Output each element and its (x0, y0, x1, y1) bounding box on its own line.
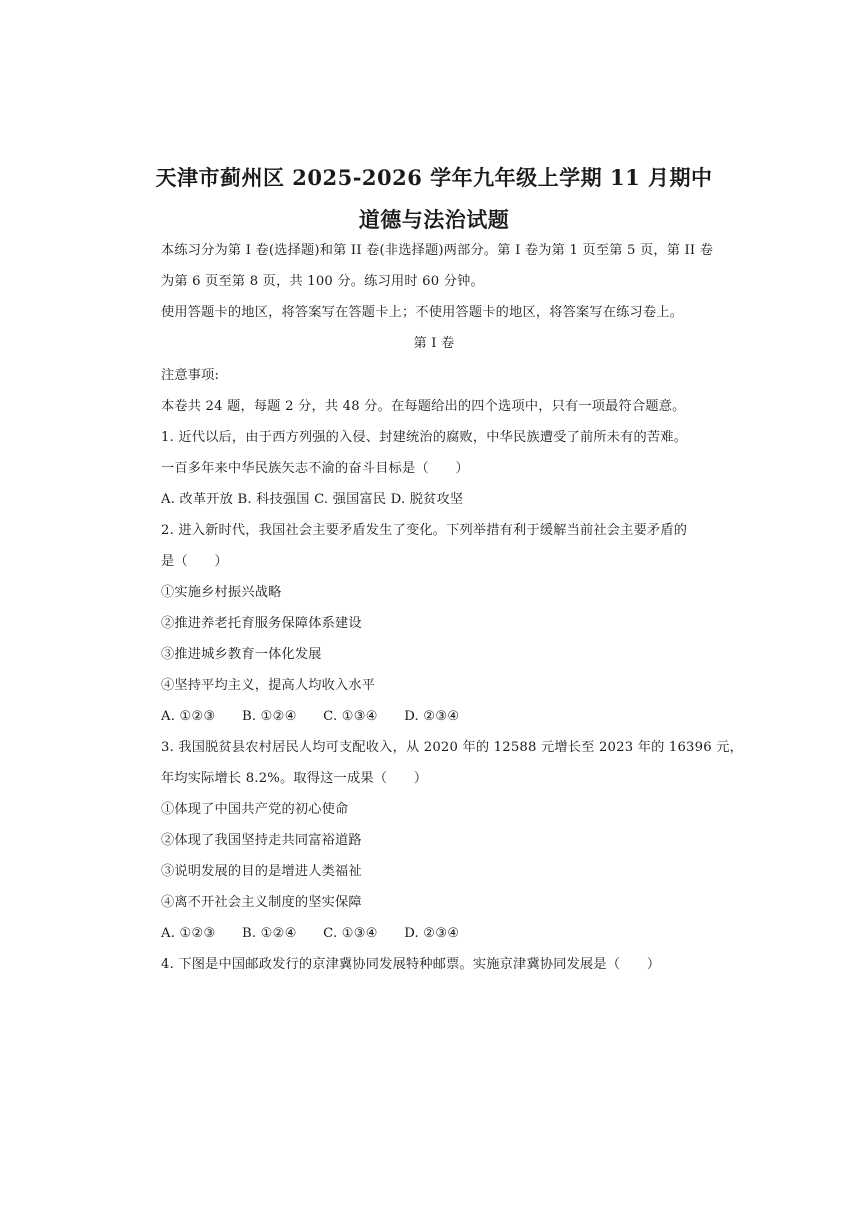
option-d: D. ②③④ (404, 709, 460, 724)
option-a: A. ①②③ (161, 926, 216, 941)
question-3-item-1: ①体现了中国共产党的初心使命 (161, 802, 349, 817)
exam-subtitle: 道德与法治试题 (358, 207, 510, 232)
question-3-stem-2: 年均实际增长 8.2%。取得这一成果（ ） (161, 771, 428, 786)
section-title: 第 I 卷 (413, 336, 455, 351)
question-1-stem-2: 一百多年来中华民族矢志不渝的奋斗目标是（ ） (161, 461, 469, 476)
question-2-item-2: ②推进养老托育服务保障体系建设 (161, 616, 362, 631)
question-4-stem-1: 4. 下图是中国邮政发行的京津冀协同发展特种邮票。实施京津冀协同发展是（ ） (161, 957, 661, 972)
question-2-options (161, 709, 459, 725)
question-2-item-3: ③推进城乡教育一体化发展 (161, 647, 322, 662)
question-3-item-4: ④离不开社会主义制度的坚实保障 (161, 895, 362, 910)
intro-line-2: 为第 6 页至第 8 页，共 100 分。练习用时 60 分钟。 (161, 274, 484, 289)
notes-heading: 注意事项: (161, 368, 220, 383)
exam-title: 天津市蓟州区 2025-2026 学年九年级上学期 11 月期中 (155, 165, 713, 190)
option-d: D. 脱贫攻坚 (390, 492, 464, 507)
question-2-item-4: ④坚持平均主义，提高人均收入水平 (161, 678, 376, 693)
intro-line-3: 使用答题卡的地区，将答案写在答题卡上；不使用答题卡的地区，将答案写在练习卷上。 (161, 305, 684, 320)
option-b: B. ①②④ (241, 709, 297, 724)
question-3-item-3: ③说明发展的目的是增进人类福祉 (161, 864, 362, 879)
question-2-stem-2: 是（ ） (161, 554, 228, 569)
question-3-stem-1: 3. 我国脱贫县农村居民人均可支配收入，从 2020 年的 12588 元增长至 2023 年的 16396 元， (161, 740, 743, 755)
question-1-stem-1: 1. 近代以后，由于西方列强的入侵、封建统治的腐败，中华民族遭受了前所未有的苦难。 (161, 430, 688, 445)
option-c: C. ①③④ (323, 926, 378, 941)
option-c: C. ①③④ (323, 709, 378, 724)
intro-line-1: 本练习分为第 I 卷(选择题)和第 II 卷(非选择题)两部分。第 I 卷为第 1 页至第 5 页，第 II 卷 (161, 243, 714, 258)
question-3-item-2: ②体现了我国坚持走共同富裕道路 (161, 833, 362, 848)
option-b: B. ①②④ (241, 926, 297, 941)
question-1-options (161, 492, 463, 508)
option-c: C. 强国富民 (314, 492, 387, 507)
option-a: A. ①②③ (161, 709, 216, 724)
option-b: B. 科技强国 (237, 492, 310, 507)
notes-text: 本卷共 24 题，每题 2 分，共 48 分。在每题给出的四个选项中，只有一项最符合题意。 (161, 399, 686, 414)
option-d: D. ②③④ (404, 926, 460, 941)
question-2-item-1: ①实施乡村振兴战略 (161, 585, 282, 600)
question-2-stem-1: 2. 进入新时代，我国社会主要矛盾发生了变化。下列举措有利于缓解当前社会主要矛盾的 (161, 523, 688, 538)
option-a: A. 改革开放 (161, 492, 234, 507)
question-3-options (161, 926, 459, 942)
